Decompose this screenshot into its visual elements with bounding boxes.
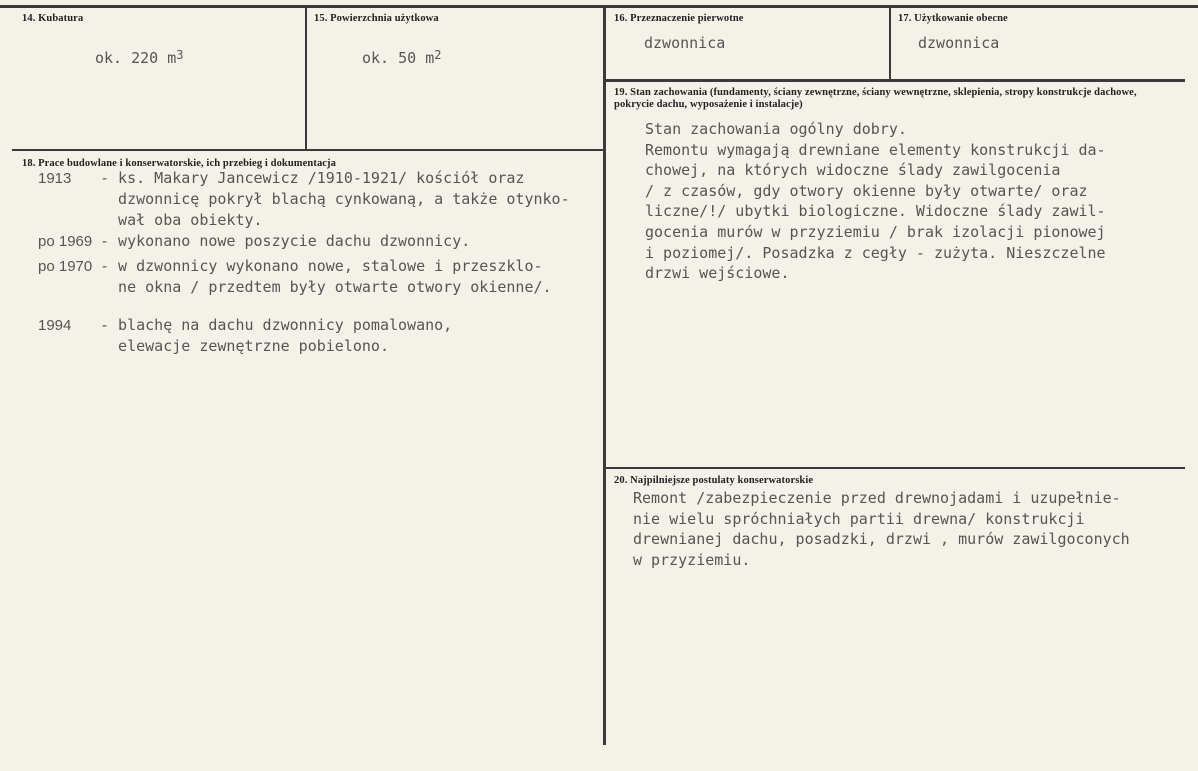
work-entry-line: wał oba obiekty. — [100, 211, 263, 229]
vrule-center — [603, 5, 606, 745]
field-15-value: ok. 50 $m^2$ — [362, 48, 442, 67]
text-line: Remontu wymagają drewniane elementy konstrukcji da- — [645, 140, 1106, 159]
work-entry-line: elewacje zewnętrzne pobielono. — [100, 337, 389, 355]
text-line: Stan zachowania ogólny dobry. — [645, 120, 907, 138]
top-rule — [0, 5, 1198, 8]
text-line: nie wielu spróchniałych partii drewna/ konstrukcji — [633, 509, 1085, 528]
text-line: drzwi wejściowe. — [645, 264, 790, 283]
field-19-label: 19. Stan zachowania (fundamenty, ściany zewnętrzne, ściany wewnętrzne, sklepienia, stropy konstrukcje dachowe, pokrycie dachu, wyposażenie i instalacje) — [614, 87, 1137, 110]
rule-right-19 — [605, 79, 1185, 82]
field-17-value: dzwonnica — [918, 34, 1000, 52]
rule-left-mid — [12, 149, 604, 151]
vrule-16-17 — [889, 5, 891, 81]
text-line: Remont /zabezpieczenie przed drewnojadami i uzupełnie- — [633, 489, 1121, 507]
field-20-label: 20. Najpilniejsze postulaty konserwatorskie — [614, 475, 814, 486]
field-16-label: 16. Przeznaczenie pierwotne — [614, 13, 744, 24]
text-line: drewnianej dachu, posadzki, drzwi , murów zawilgoconych — [633, 530, 1130, 549]
work-entry-year: 1994 — [38, 317, 72, 334]
field-16-value: dzwonnica — [644, 34, 726, 52]
field-14-label: 14. Kubatura — [22, 13, 84, 24]
field-18-label: 18. Prace budowlane i konserwatorskie, ich przebieg i dokumentacja — [22, 158, 337, 169]
work-entry-line: - ks. Makary Jancewicz /1910-1921/ kościół oraz — [100, 169, 525, 187]
field-14-value: ok. 220 $m^3$ — [95, 48, 184, 67]
text-line: liczne/!/ ubytki biologiczne. Widoczne ślady zawil- — [645, 202, 1106, 221]
text-line: / z czasów, gdy otwory okienne były otwarte/ oraz — [645, 181, 1088, 200]
work-entry-line: - blachę na dachu dzwonnicy pomalowano, — [100, 316, 453, 334]
work-entry-year: po 1970 — [38, 258, 93, 275]
work-entry-year: 1913 — [38, 170, 72, 187]
text-line: w przyziemiu. — [633, 550, 751, 569]
rule-right-20 — [605, 467, 1185, 469]
work-entry-line: ne okna / przedtem były otwarte otwory okienne/. — [100, 278, 552, 296]
text-line: gocenia murów w przyziemiu / brak izolacji pionowej — [645, 223, 1106, 241]
field-17-label: 17. Użytkowanie obecne — [898, 13, 1008, 24]
work-entry-year: po 1969 — [38, 233, 93, 250]
work-entry-line: - w dzwonnicy wykonano nowe, stalowe i przeszklo- — [100, 257, 543, 275]
text-line: i poziomej/. Posadzka z cegły - zużyta. Nieszczelne — [645, 243, 1106, 262]
text-line: chowej, na których widoczne ślady zawilgocenia — [645, 161, 1061, 180]
field-15-label: 15. Powierzchnia użytkowa — [314, 13, 439, 24]
work-entry-line: dzwonnicę pokrył blachą cynkowaną, a także otynko- — [100, 190, 570, 208]
work-entry-line: - wykonano nowe poszycie dachu dzwonnicy. — [100, 232, 471, 250]
vrule-14-15 — [305, 5, 307, 151]
